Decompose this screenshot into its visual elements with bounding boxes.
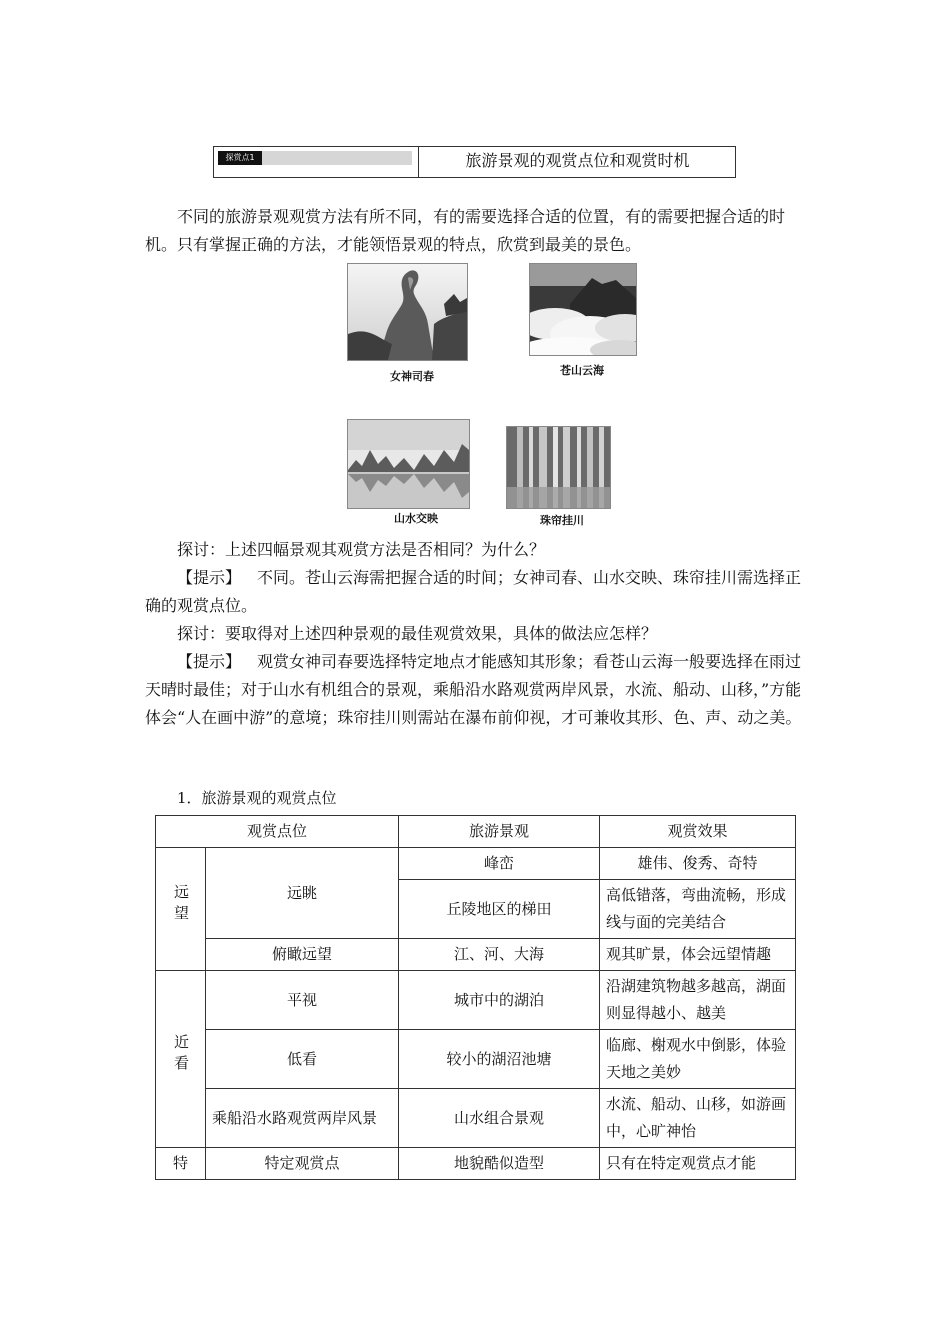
table-header-cell: 观赏点位 bbox=[156, 816, 399, 848]
hint-label-2: 【提示】 bbox=[177, 652, 242, 671]
section-header-tag-area bbox=[214, 147, 419, 177]
group-label-near: 近看 bbox=[172, 1033, 190, 1076]
answer-2 bbox=[145, 648, 805, 732]
table-cell: 沿湖建筑物越多越高，湖面则显得越小、越美 bbox=[600, 971, 796, 1030]
intro-paragraph: 不同的旅游景观观赏方法有所不同，有的需要选择合适的位置，有的需要把握合适的时机。只有掌握正确的方法，才能领悟景观的特点，欣赏到最美的景色。 bbox=[145, 207, 786, 254]
table-cell: 乘船沿水路观赏两岸风景 bbox=[206, 1089, 399, 1148]
table-cell: 较小的湖沼池塘 bbox=[399, 1030, 600, 1089]
table-row bbox=[156, 971, 796, 1030]
table-row bbox=[156, 1089, 796, 1148]
section-tag-bar bbox=[262, 151, 412, 165]
table-cell: 丘陵地区的梯田 bbox=[399, 880, 600, 939]
question-2: 探讨：要取得对上述四种景观的最佳观赏效果，具体的做法应怎样？ bbox=[177, 624, 658, 643]
caption-img2: 苍山云海 bbox=[560, 364, 604, 377]
group-cell-near bbox=[156, 971, 206, 1148]
table-row bbox=[156, 939, 796, 971]
answer-2-text: 观赏女神司春要选择特定地点才能感知其形象；看苍山云海一般要选择在雨过天晴时最佳；对于山水有机组合的景观，乘船沿水路观赏两岸风景，水流、船动、山移，”方能体会“人在画中游”的意境；珠帘挂川则需站在瀑布前仰视，才可兼收其形、色、声、动之美。 bbox=[145, 652, 802, 727]
answer-1 bbox=[145, 564, 805, 620]
table-cell: 低看 bbox=[206, 1030, 399, 1089]
table-cell: 水流、船动、山移，如游画中，心旷神怡 bbox=[600, 1089, 796, 1148]
section-header bbox=[213, 146, 736, 178]
photo-goddess-rock bbox=[347, 263, 468, 361]
table-cell: 高低错落，弯曲流畅，形成线与面的完美结合 bbox=[600, 880, 796, 939]
section-title: 旅游景观的观赏点位和观赏时机 bbox=[465, 151, 690, 170]
photo-cangshan-clouds bbox=[529, 263, 637, 356]
table-cell: 特定观赏点 bbox=[206, 1148, 399, 1180]
viewpoint-table bbox=[155, 815, 796, 1180]
table-row bbox=[156, 1148, 796, 1180]
table-row bbox=[156, 848, 796, 880]
caption-img4: 珠帘挂川 bbox=[540, 514, 584, 527]
table-cell: 临廊、榭观水中倒影，体验天地之美妙 bbox=[600, 1030, 796, 1089]
group-label-far: 远望 bbox=[172, 883, 190, 926]
table-row bbox=[156, 1030, 796, 1089]
table-cell: 只有在特定观赏点才能 bbox=[600, 1148, 796, 1180]
table-cell: 观其旷景，体会远望情趣 bbox=[600, 939, 796, 971]
group-cell-special: 特 bbox=[156, 1148, 206, 1180]
table-cell: 雄伟、俊秀、奇特 bbox=[600, 848, 796, 880]
table-cell: 地貌酷似造型 bbox=[399, 1148, 600, 1180]
table-cell: 山水组合景观 bbox=[399, 1089, 600, 1148]
photo-waterfall bbox=[506, 426, 611, 509]
answer-1-text: 不同。苍山云海需把握合适的时间；女神司春、山水交映、珠帘挂川需选择正确的观赏点位。 bbox=[145, 568, 802, 615]
table-cell: 峰峦 bbox=[399, 848, 600, 880]
caption-img1: 女神司春 bbox=[390, 370, 434, 383]
table-cell: 平视 bbox=[206, 971, 399, 1030]
section-tag: 探赏点1 bbox=[218, 151, 262, 165]
table-cell: 远眺 bbox=[206, 848, 399, 939]
table-header-row bbox=[156, 816, 796, 848]
table-header-cell: 旅游景观 bbox=[399, 816, 600, 848]
table-section-title: 1．旅游景观的观赏点位 bbox=[177, 789, 337, 807]
table-header-cell: 观赏效果 bbox=[600, 816, 796, 848]
hint-label-1: 【提示】 bbox=[177, 568, 242, 587]
table-cell: 俯瞰远望 bbox=[206, 939, 399, 971]
table-cell: 城市中的湖泊 bbox=[399, 971, 600, 1030]
photo-mountain-water bbox=[347, 419, 470, 509]
table-cell: 江、河、大海 bbox=[399, 939, 600, 971]
question-1: 探讨：上述四幅景观其观赏方法是否相同？为什么？ bbox=[177, 540, 546, 559]
caption-img3: 山水交映 bbox=[394, 512, 438, 525]
group-cell-far bbox=[156, 848, 206, 971]
